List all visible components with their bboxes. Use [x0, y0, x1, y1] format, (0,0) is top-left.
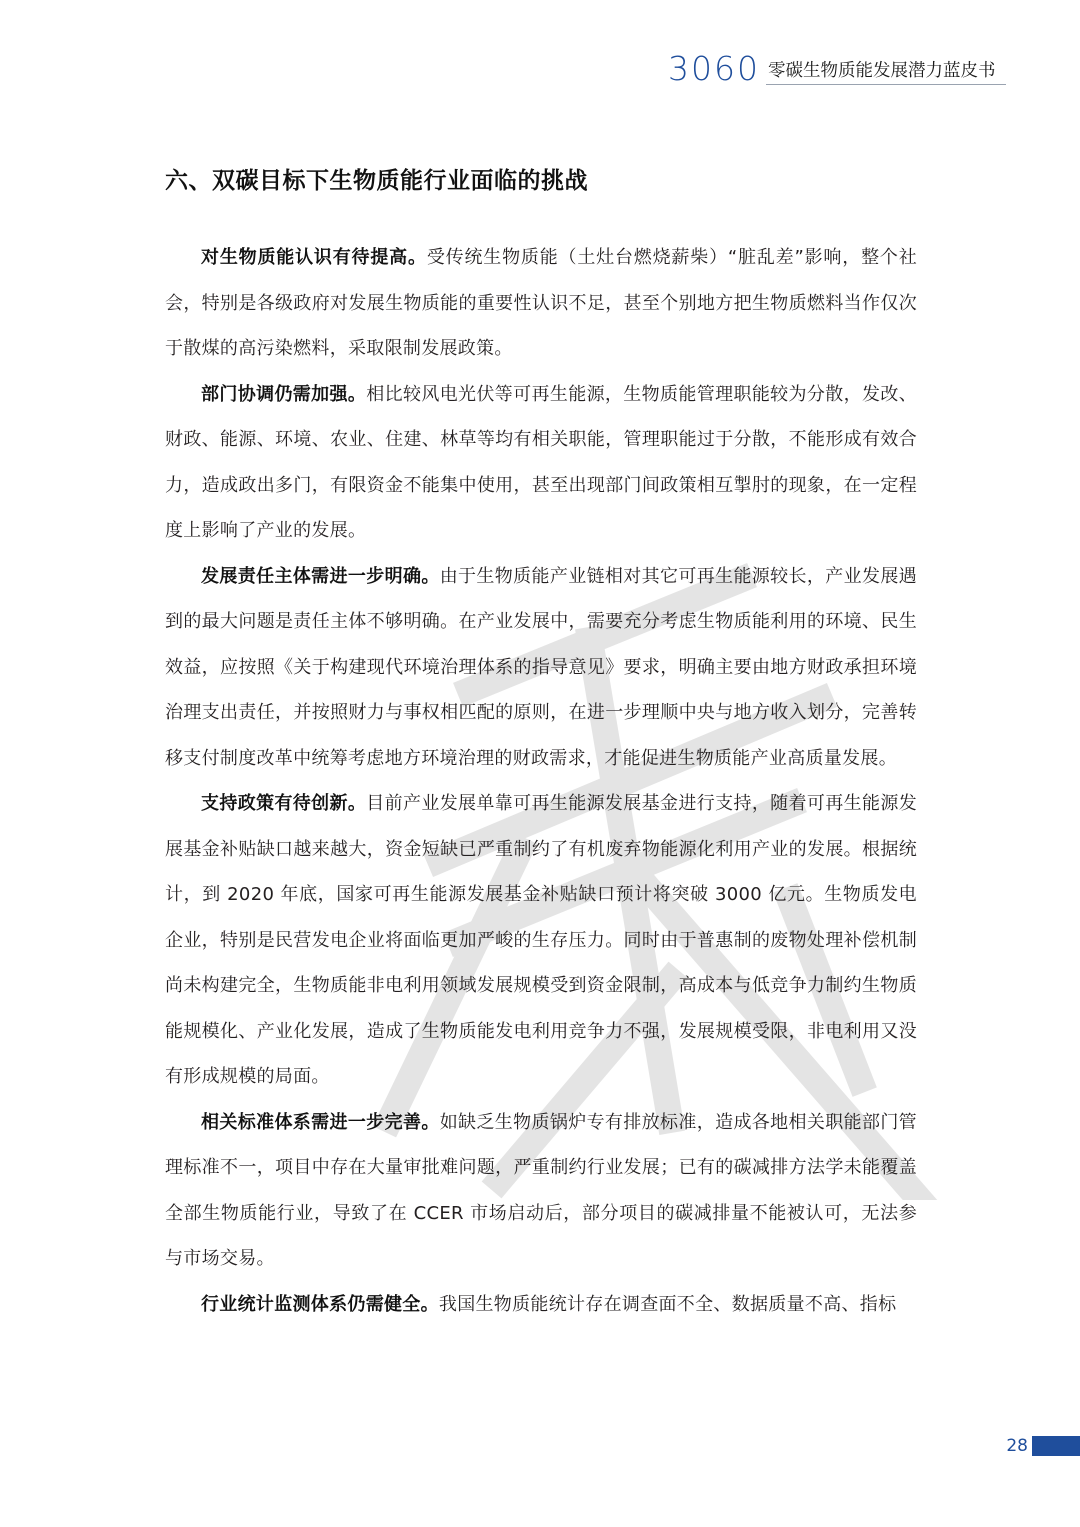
paragraph-lead: 支持政策有待创新。 — [201, 793, 367, 814]
paragraph-text: 由于生物质能产业链相对其它可再生能源较长，产业发展遇到的最大问题是责任主体不够明确。在产业发展中，需要充分考虑生物质能利用的环境、民生效益，应按照《关于构建现代环境治理体系的指导意见》要求，明确主要由地方财政承担环境治理支出责任，并按照财力与事权相匹配的原则，在进一步理顺中央与地方收入划分，完善转移支付制度改革中统筹考虑地方环境治理的财政需求，才能促进生物质能产业高质量发展。 — [165, 565, 917, 769]
paragraph-lead: 部门协调仍需加强。 — [201, 383, 367, 405]
paragraph-lead: 发展责任主体需进一步明确。 — [201, 565, 440, 587]
paragraph-text: 如缺乏生物质锅炉专有排放标准，造成各地相关职能部门管理标准不一，项目中存在大量审批难问题，严重制约行业发展；已有的碳减排方法学未能覆盖全部生物质能行业，导致了在 CCER 市场启动后，部分项目的碳减排量不能被认可，无法参与市场交易。 — [165, 1111, 917, 1269]
section-title: 六、双碳目标下生物质能行业面临的挑战 — [165, 168, 588, 194]
header — [668, 50, 1008, 86]
body-text — [165, 235, 917, 1327]
paragraph-lead: 对生物质能认识有待提高。 — [201, 247, 427, 268]
paragraph-text: 相比较风电光伏等可再生能源，生物质能管理职能较为分散，发改、财政、能源、环境、农业、住建、林草等均有相关职能，管理职能过于分散，不能形成有效合力，造成政出多门，有限资金不能集中使用，甚至出现部门间政策相互掣肘的现象，在一定程度上影响了产业的发展。 — [165, 383, 917, 541]
paragraph-lead: 相关标准体系需进一步完善。 — [201, 1111, 440, 1133]
page-number-bar — [1032, 1436, 1080, 1456]
paragraph-text: 受传统生物质能（土灶台燃烧薪柴）“脏乱差”影响，整个社会，特别是各级政府对发展生物质能的重要性认识不足，甚至个别地方把生物质燃料当作仅次于散煤的高污染燃料，采取限制发展政策。 — [165, 247, 917, 359]
paragraph-text: 目前产业发展单靠可再生能源发展基金进行支持，随着可再生能源发展基金补贴缺口越来越大，资金短缺已严重制约了有机废弃物能源化利用产业的发展。根据统计，到 2020 年底，国家可再生能源发展基金补贴缺口预计将突破 3000 亿元。生物质发电企业，特别是民营发电企业将面临更加严峻的生存压力。同时由于普惠制的废物处理补偿机制尚未构建完全，生物质能非电利用领域发展规模受到资金限制，高成本与低竞争力制约生物质能规模化、产业化发展，造成了生物质能发电利用竞争力不强，发展规模受限，非电利用又没有形成规模的局面。 — [165, 793, 917, 1087]
paragraph — [165, 554, 917, 782]
paragraph — [165, 781, 917, 1100]
brand-logo: 3060 — [668, 49, 760, 88]
document-title: 零碳生物质能发展潜力蓝皮书 — [767, 61, 996, 81]
paragraph — [165, 372, 917, 554]
paragraph — [165, 1100, 917, 1282]
page-number: 28 — [1006, 1436, 1028, 1456]
paragraph-text: 我国生物质能统计存在调查面不全、数据质量不高、指标 — [438, 1293, 897, 1315]
header-divider — [766, 84, 1006, 85]
paragraph — [165, 1282, 917, 1328]
paragraph-lead: 行业统计监测体系仍需健全。 — [201, 1293, 439, 1315]
paragraph — [165, 235, 917, 372]
